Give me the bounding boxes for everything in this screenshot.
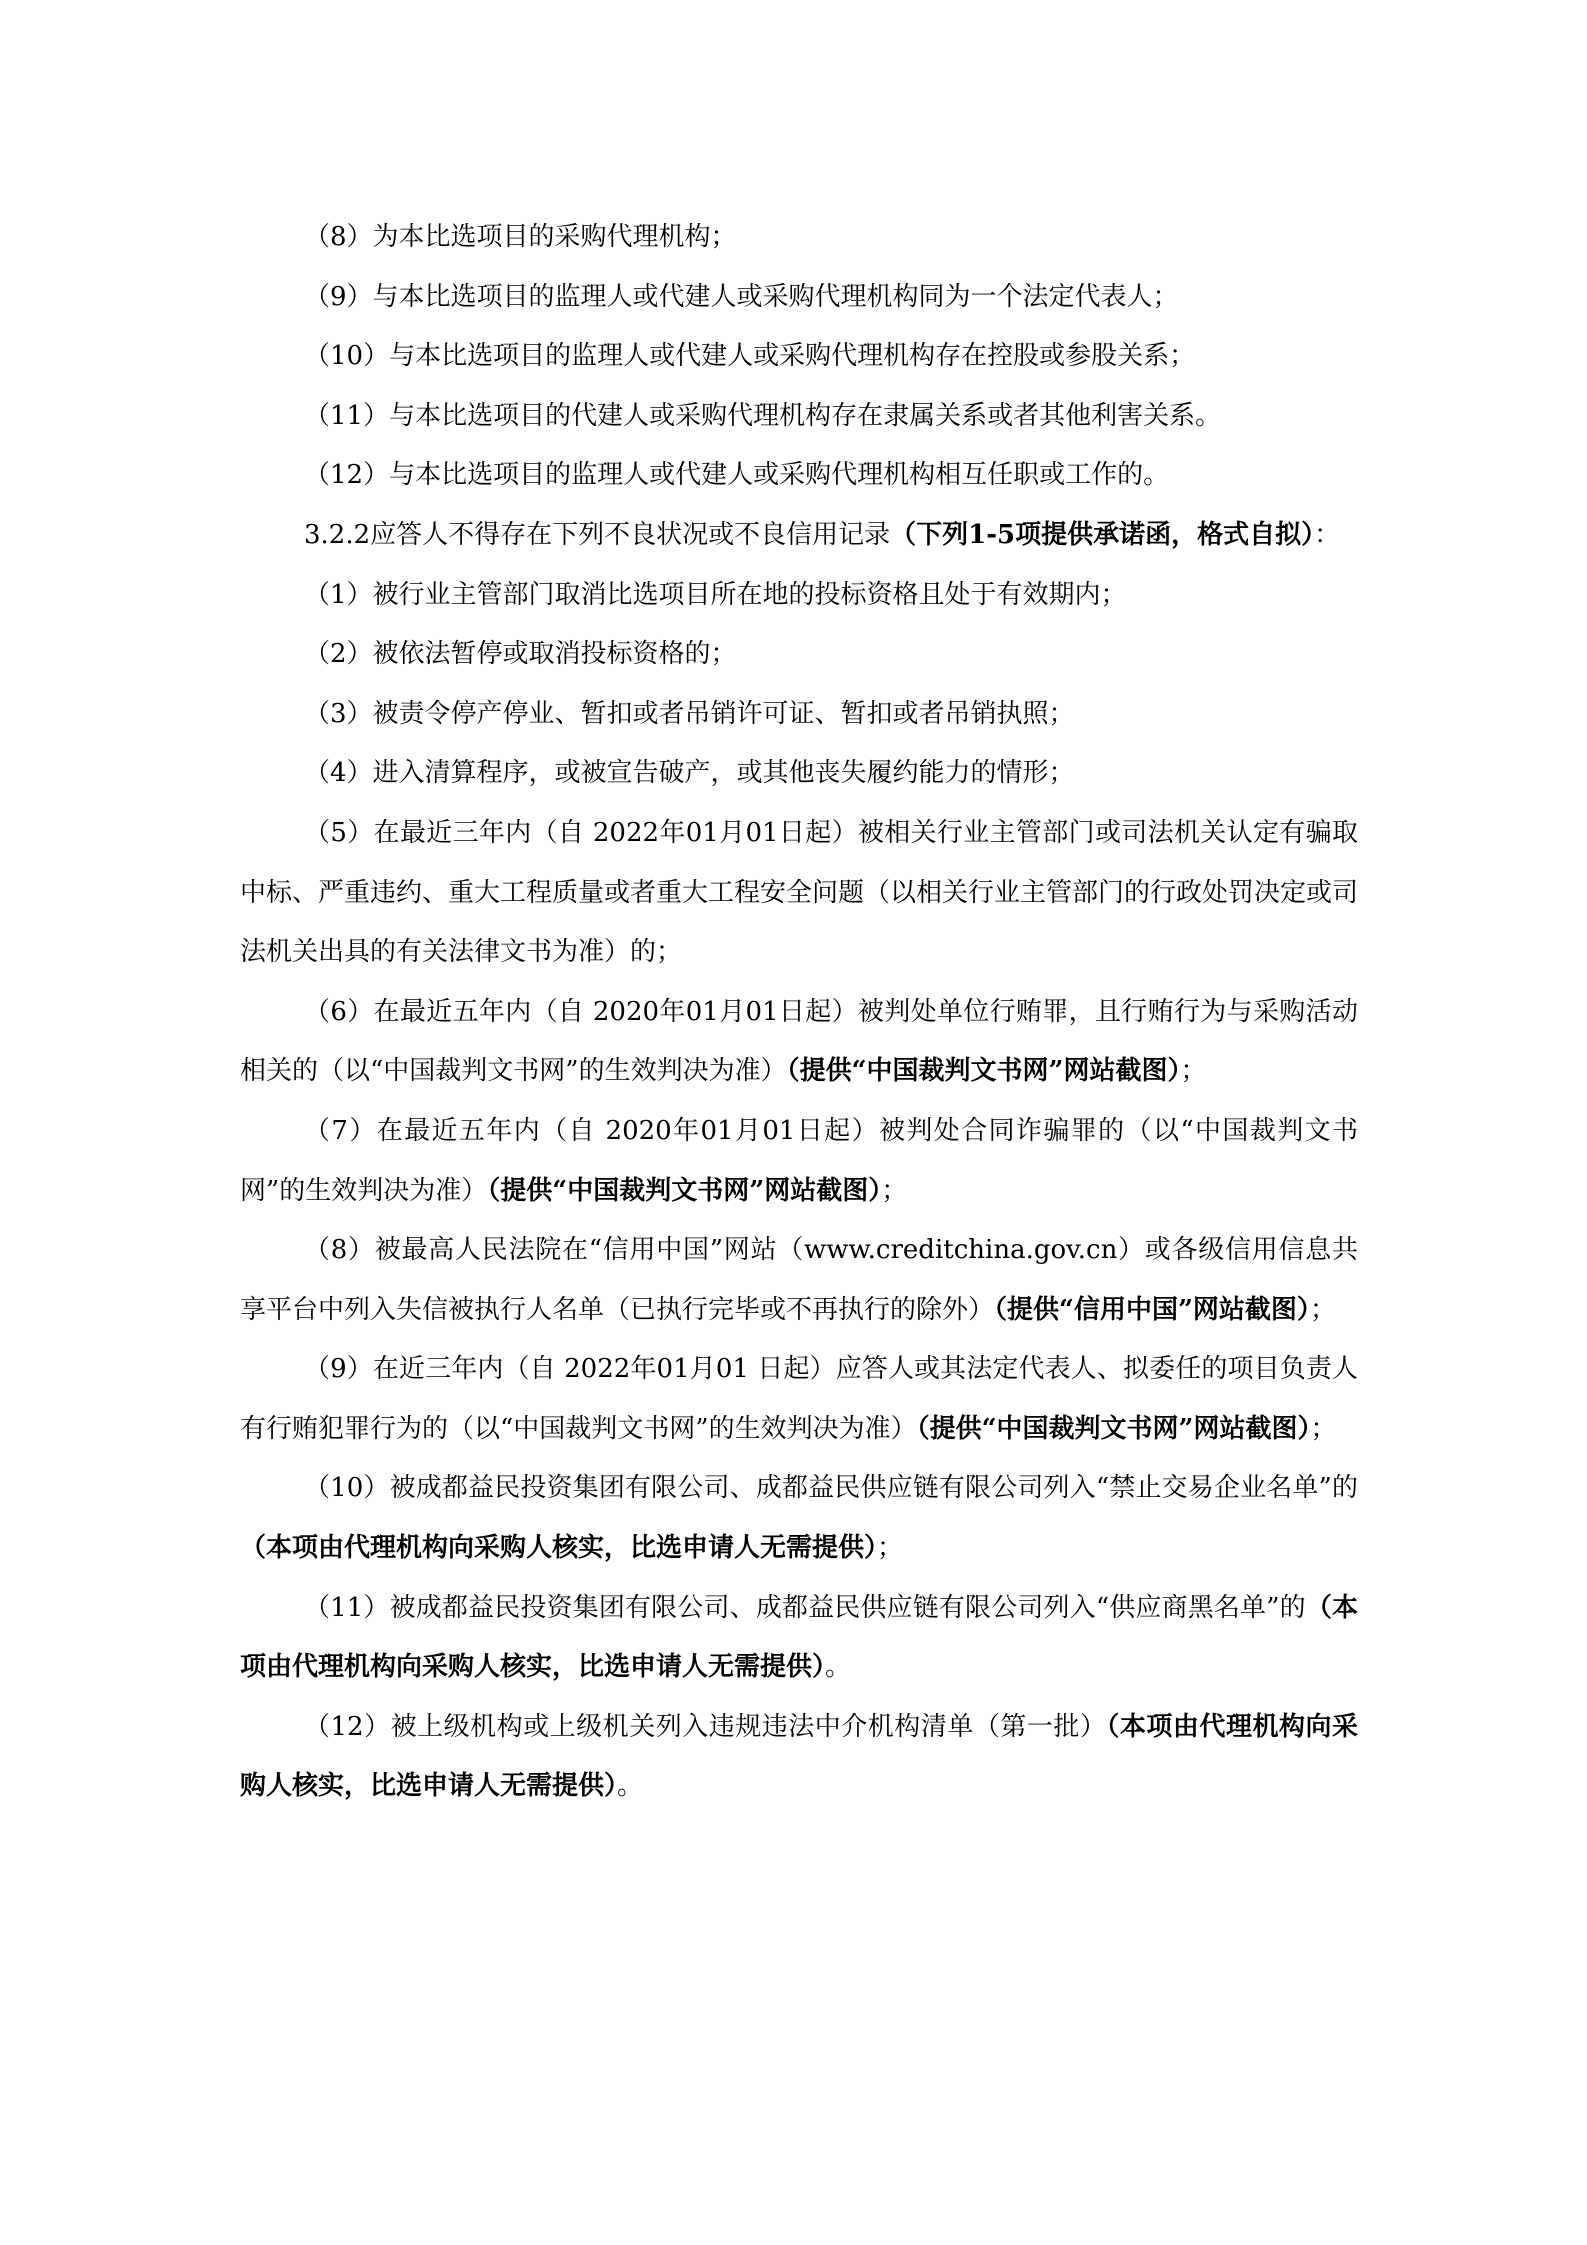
bold-text-segment: （提供“信用中国”网站截图） <box>994 1294 1310 1325</box>
text-segment: （11）与本比选项目的代建人或采购代理机构存在隶属关系或者其他利害关系。 <box>304 400 1222 431</box>
text-segment: （10）被成都益民投资集团有限公司、成都益民供应链有限公司列入“禁止交易企业名单”的 <box>304 1473 1358 1504</box>
paragraph <box>240 685 1358 745</box>
text-segment: （6）在最近五年内（自 2020年01月01日起）被判处单位行贿罪，且行贿行为与采购活动相关的（以“中国裁判文书网”的生效判决为准） <box>240 996 1358 1087</box>
paragraph <box>240 1221 1358 1340</box>
bold-text-segment: （提供“中国裁判文书网”网站截图） <box>487 1175 882 1206</box>
text-segment: ； <box>881 1175 908 1206</box>
text-segment: （9）在近三年内（自 2022年01月01 日起）应答人或其法定代表人、拟委任的项目负责人有行贿犯罪行为的（以“中国裁判文书网”的生效判决为准） <box>240 1354 1358 1444</box>
paragraph <box>240 983 1358 1102</box>
text-segment: （5）在最近三年内（自 2022年01月01日起）被相关行业主管部门或司法机关认定有骗取中标、严重违约、重大工程质量或者重大工程安全问题（以相关行业主管部门的行政处罚决定或司法机关出具的有关法律文书为准）的； <box>240 817 1359 968</box>
bold-text-segment: （本项由代理机构向采购人核实，比选申请人无需提供） <box>240 1533 878 1564</box>
paragraph <box>240 1579 1358 1698</box>
text-segment: ； <box>877 1533 904 1564</box>
paragraph <box>240 446 1358 506</box>
text-segment: ； <box>1310 1413 1337 1444</box>
bold-text-segment: （本项由代理机构向采购人核实，比选申请人无需提供） <box>240 1711 1358 1802</box>
text-segment: 3.2.2应答人不得存在下列不良状况或不良信用记录 <box>304 519 891 550</box>
bold-text-segment: （提供“中国裁判文书网”网站截图） <box>786 1056 1181 1087</box>
text-segment: （12）与本比选项目的监理人或代建人或采购代理机构相互任职或工作的。 <box>304 460 1170 491</box>
document-body <box>240 208 1358 1817</box>
bold-text-segment: （提供“中国裁判文书网”网站截图） <box>916 1413 1311 1444</box>
text-segment: 。 <box>825 1652 852 1683</box>
paragraph <box>240 566 1358 626</box>
text-segment: （7）在最近五年内（自 2020年01月01日起）被判处合同诈骗罪的（以“中国裁判文书网”的生效判决为准） <box>240 1115 1358 1206</box>
paragraph <box>240 268 1358 328</box>
bold-text-segment: （本项由代理机构向采购人核实，比选申请人无需提供） <box>240 1592 1358 1683</box>
bold-text-segment: （下列1-5项提供承诺函，格式自拟） <box>890 519 1315 550</box>
text-segment: （1）被行业主管部门取消比选项目所在地的投标资格且处于有效期内； <box>304 579 1127 610</box>
text-segment: （4）进入清算程序，或被宣告破产，或其他丧失履约能力的情形； <box>304 758 1075 789</box>
paragraph <box>240 804 1358 983</box>
text-segment: （9）与本比选项目的监理人或代建人或采购代理机构同为一个法定代表人； <box>304 281 1179 312</box>
text-segment: （8）被最高人民法院在“信用中国”网站（www.creditchina.gov.cn）或各级信用信息共享平台中列入失信被执行人名单（已执行完毕或不再执行的除外） <box>240 1235 1358 1325</box>
text-segment: ； <box>1309 1294 1336 1325</box>
paragraph <box>240 327 1358 387</box>
paragraph <box>240 744 1358 804</box>
text-segment: （8）为本比选项目的采购代理机构； <box>304 222 737 252</box>
paragraph <box>240 1698 1358 1817</box>
paragraph <box>240 625 1358 685</box>
paragraph <box>240 1102 1358 1221</box>
text-segment: ： <box>1314 519 1341 550</box>
paragraph <box>240 1459 1358 1578</box>
text-segment: （10）与本比选项目的监理人或代建人或采购代理机构存在控股或参股关系； <box>304 341 1196 372</box>
text-segment: （3）被责令停产停业、暂扣或者吊销许可证、暂扣或者吊销执照； <box>304 698 1075 729</box>
text-segment: 。 <box>617 1771 644 1802</box>
paragraph <box>240 1340 1358 1459</box>
paragraph <box>240 387 1358 447</box>
paragraph <box>240 506 1358 566</box>
text-segment: ； <box>1180 1056 1207 1087</box>
text-segment: （12）被上级机构或上级机关列入违规违法中介机构清单（第一批） <box>304 1711 1107 1742</box>
text-segment: （11）被成都益民投资集团有限公司、成都益民供应链有限公司列入“供应商黑名单”的 <box>304 1592 1306 1623</box>
paragraph <box>240 208 1358 268</box>
text-segment: （2）被依法暂停或取消投标资格的； <box>304 639 737 670</box>
